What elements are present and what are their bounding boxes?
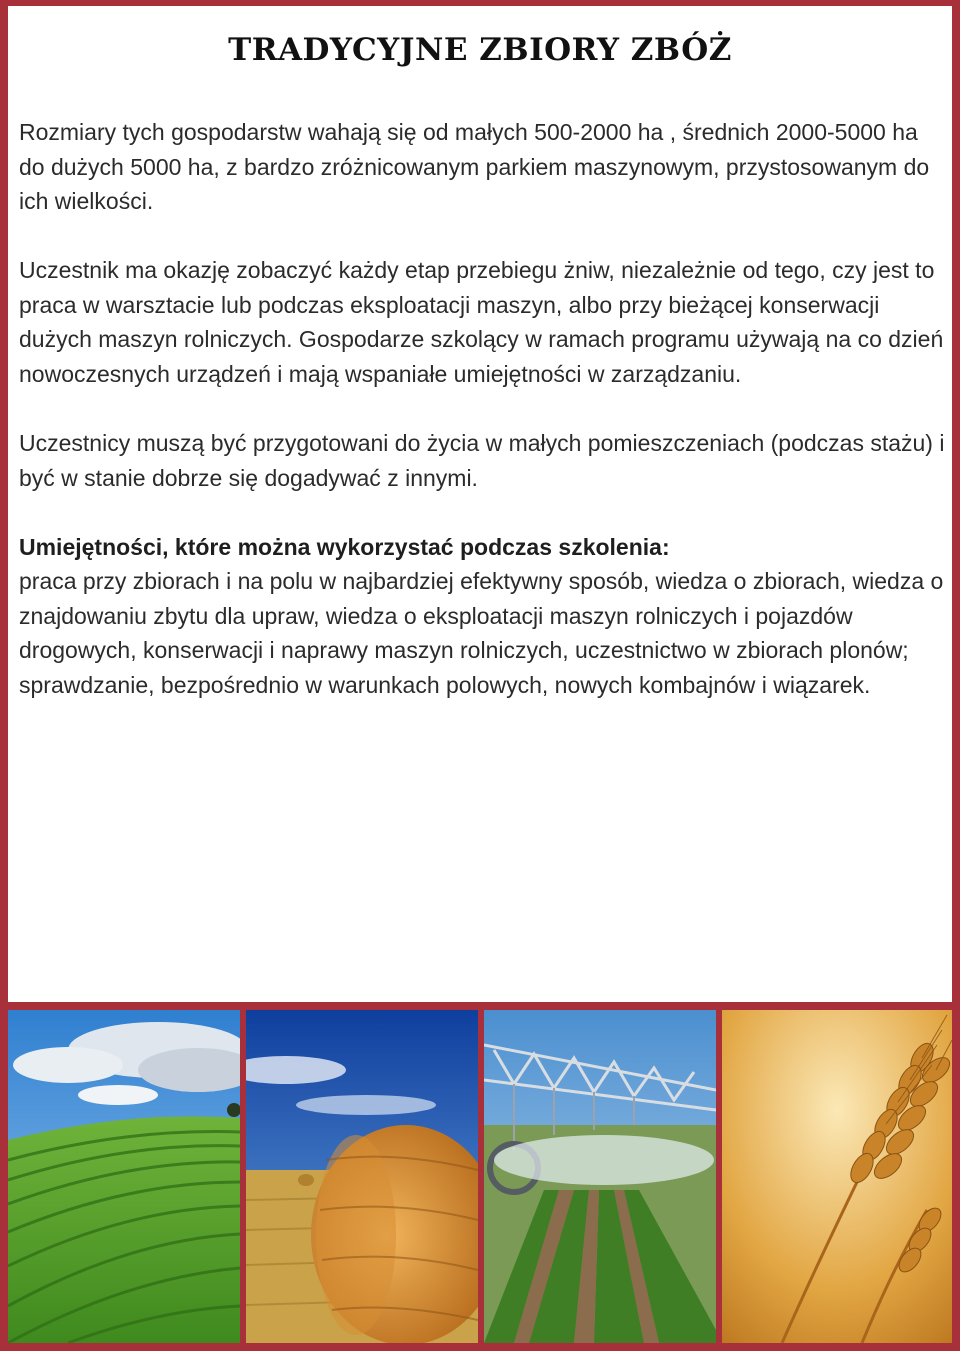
hay-bale-photo xyxy=(246,1010,478,1343)
paragraph-farm-sizes: Rozmiary tych gospodarstw wahają się od małych 500-2000 ha , średnich 2000-5000 ha do dużych 5000 ha, z bardzo zróżnicowanym parkiem maszynowym, przystosowanym do ich wielkości. xyxy=(19,119,930,214)
page-title: TRADYCYJNE ZBIORY ZBÓŻ xyxy=(228,32,732,68)
skills-heading: Umiejętności, które można wykorzystać podczas szkolenia: xyxy=(19,534,670,560)
skills-text: praca przy zbiorach i na polu w najbardziej efektywny sposób, wiedza o zbiorach, wiedza o znajdowaniu zbytu dla upraw, wiedza o eksploatacji maszyn rolniczych i pojazdów drogowych, konserwacji i naprawy maszyn rolniczych, uczestnictwo w zbiorach plonów; sprawdzanie, bezpośrednio w warunkach polowych, nowych kombajnów i wiązarek. xyxy=(19,568,944,698)
green-field-photo xyxy=(8,1010,240,1343)
paragraph-living-conditions: Uczestnicy muszą być przygotowani do życia w małych pomieszczeniach (podczas stażu) i być w stanie dobrze się dogadywać z innymi. xyxy=(19,430,945,491)
photo-strip xyxy=(8,1010,952,1343)
wheat-photo xyxy=(722,1010,952,1343)
irrigation-photo xyxy=(484,1010,716,1343)
paragraph-harvest-stages: Uczestnik ma okazję zobaczyć każdy etap przebiegu żniw, niezależnie od tego, czy jest to praca w warsztacie lub podczas eksploatacji maszyn, albo przy bieżącej konserwacji dużych maszyn rolniczych. Gospodarze szkolący w ramach programu używają na co dzień nowoczesnych urządzeń i mają wspaniałe umiejętności w zarządzaniu. xyxy=(19,257,944,387)
